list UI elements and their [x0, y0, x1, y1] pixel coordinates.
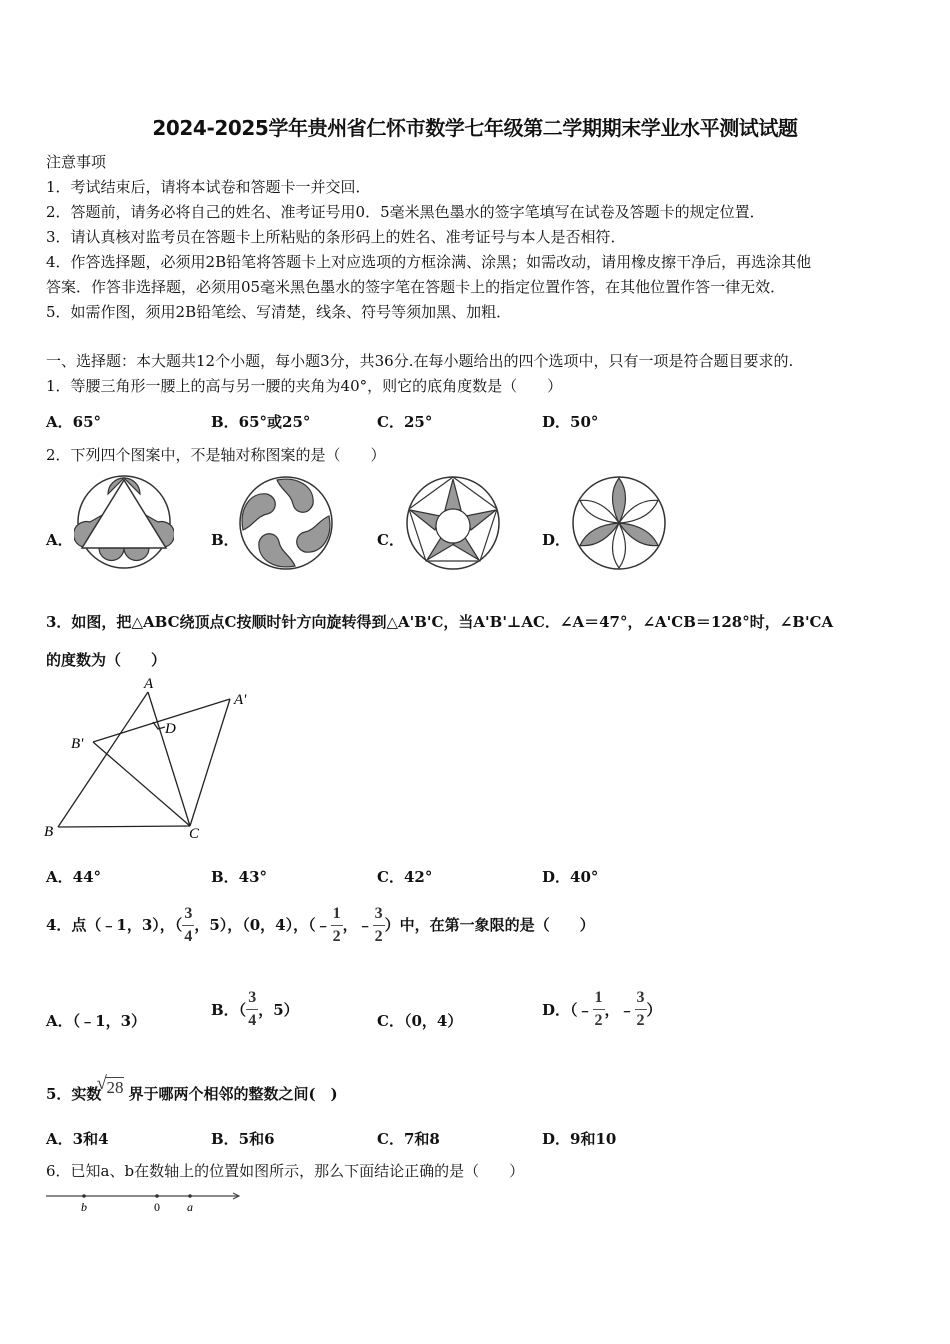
question-3-stem: 3．如图，把△ABC绕顶点C按顺时针方向旋转得到△A'B'C，当A'B'⊥AC．∠A＝47°，∠A'CB＝128°时，∠B'CA: [46, 613, 834, 631]
fraction-3-4: $\frac{3}{4}$: [184, 904, 193, 945]
q5-option-c[interactable]: C．7和8: [377, 1130, 440, 1148]
q2-option-d[interactable]: D．: [542, 531, 571, 549]
q2-option-a[interactable]: A．: [46, 531, 73, 549]
q4-option-c[interactable]: C．（0，4）: [377, 1012, 463, 1030]
q3-option-d[interactable]: D．40°: [542, 868, 599, 886]
q5-option-a[interactable]: A．3和4: [46, 1130, 109, 1148]
q4-text-2: ，5），（0，4），（﹣: [194, 916, 331, 934]
pattern-c-figure: [404, 474, 502, 572]
notice-item: 1．考试结束后，请将本试卷和答题卡一并交回．: [46, 178, 371, 196]
label-a: A: [144, 676, 154, 692]
q4-option-d[interactable]: D．（﹣ $\frac{1}{2}$ ，﹣ $\frac{3}{2}$ ）: [542, 988, 662, 1029]
q1-option-a[interactable]: A．65°: [46, 413, 102, 431]
label-c: C: [189, 826, 200, 842]
page-title: 2024-2025学年贵州省仁怀市数学七年级第二学期期末学业水平测试试题: [152, 116, 798, 140]
question-5-stem: [46, 1070, 338, 1104]
axis-label-a: a: [187, 1200, 193, 1214]
q3-geometry-figure: [40, 672, 270, 844]
notice-item: 4．作答选择题，必须用2B铅笔将答题卡上对应选项的方框涂满、涂黑；如需改动，请用橡皮擦干净后，再选涂其他: [46, 253, 812, 271]
notice-item: 2．答题前，请务必将自己的姓名、准考证号用0．5毫米黑色墨水的签字笔填写在试卷及答题卡的规定位置．: [46, 203, 765, 221]
axis-label-b: b: [81, 1200, 87, 1214]
fraction-1-2: $\frac{1}{2}$: [594, 988, 603, 1029]
q4-text-3: ，﹣: [342, 916, 373, 934]
q5-text-pre: 5．实数: [46, 1085, 102, 1103]
axis-label-zero: 0: [154, 1200, 160, 1214]
q5-text-post: 界于哪两个相邻的整数之间( ): [128, 1085, 338, 1103]
q3-option-b[interactable]: B．43°: [211, 868, 268, 886]
q4-option-a[interactable]: A．（﹣1，3）: [46, 1012, 147, 1030]
label-a-prime: A': [234, 692, 247, 708]
q4-text-1: 4．点（﹣1，3），（: [46, 916, 183, 934]
q3-option-a[interactable]: A．44°: [46, 868, 102, 886]
label-d: D: [165, 721, 176, 737]
point-zero: [155, 1194, 159, 1198]
q5-option-d[interactable]: D．9和10: [542, 1130, 617, 1148]
q6-number-line: [44, 1188, 244, 1214]
fraction-1-2: $\frac{1}{2}$: [332, 904, 341, 945]
fraction-3-4: $\frac{3}{4}$: [248, 988, 257, 1029]
notice-heading: 注意事项: [46, 153, 107, 171]
question-6-stem: 6．已知a、b在数轴上的位置如图所示，那么下面结论正确的是（ ）: [46, 1162, 525, 1180]
notice-item: 答案．作答非选择题，必须用05毫米黑色墨水的签字笔在答题卡上的指定位置作答，在其他位置作答一律无效．: [46, 278, 786, 296]
section-heading: 一、选择题：本大题共12个小题，每小题3分，共36分.在每小题给出的四个选项中，只有一项是符合题目要求的.: [46, 352, 794, 370]
question-3-stem-cont: 的度数为（ ）: [46, 651, 167, 669]
notice-item: 5．如需作图，须用2B铅笔绘、写清楚，线条、符号等须加黑、加粗．: [46, 303, 512, 321]
pattern-b-figure: [237, 474, 335, 572]
label-b: B: [44, 824, 54, 840]
q1-option-b[interactable]: B．65°或25°: [211, 413, 311, 431]
question-1-stem: 1．等腰三角形一腰上的高与另一腰的夹角为40°，则它的底角度数是（ ）: [46, 377, 563, 395]
q2-option-b[interactable]: B．: [211, 531, 239, 549]
question-2-stem: 2．下列四个图案中，不是轴对称图案的是（ ）: [46, 446, 386, 464]
point-a: [188, 1194, 192, 1198]
q5-option-b[interactable]: B．5和6: [211, 1130, 275, 1148]
q3-option-c[interactable]: C．42°: [377, 868, 433, 886]
point-b: [82, 1194, 86, 1198]
notice-item: 3．请认真核对监考员在答题卡上所粘贴的条形码上的姓名、准考证号与本人是否相符．: [46, 228, 626, 246]
pattern-d-figure: [570, 474, 668, 572]
q4-text-4: ）中，在第一象限的是（ ）: [384, 916, 595, 934]
q2-option-c[interactable]: C．: [377, 531, 404, 549]
q1-option-c[interactable]: C．25°: [377, 413, 433, 431]
label-b-prime: B': [71, 736, 84, 752]
question-4-stem: [46, 902, 595, 948]
pattern-a-figure: [74, 472, 174, 572]
q4-option-b[interactable]: B．（ $\frac{3}{4}$ ，5）: [211, 988, 299, 1029]
fraction-3-2: $\frac{3}{2}$: [636, 988, 645, 1029]
q1-option-d[interactable]: D．50°: [542, 413, 599, 431]
fraction-3-2: $\frac{3}{2}$: [374, 904, 383, 945]
sqrt-28: √ 28: [96, 1073, 124, 1097]
